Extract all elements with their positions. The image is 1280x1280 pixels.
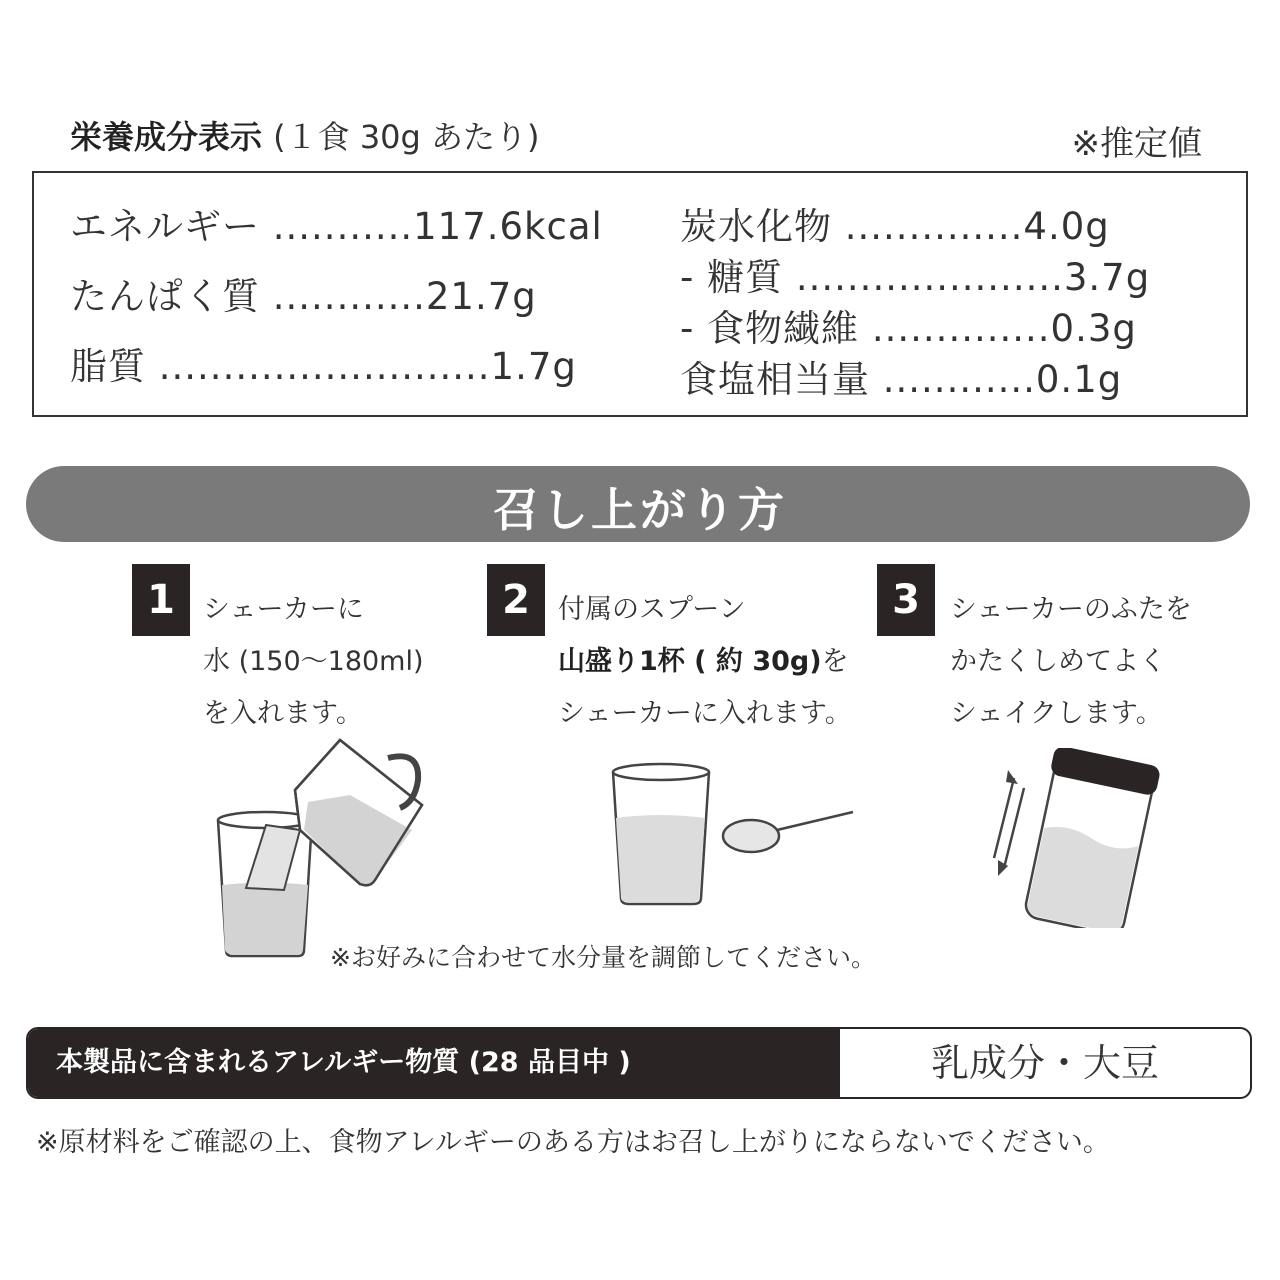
nutrition-row-fiber: - 食物繊維 ..............0.3g: [680, 307, 1137, 350]
allergy-label: 本製品に含まれるアレルギー物質 (28 品目中 ): [28, 1029, 840, 1097]
step-2-line-2: [558, 636, 852, 688]
step-2-particle: を: [821, 646, 849, 677]
step-3-line-3: シェイクします。: [950, 698, 1163, 729]
nutrition-row-salt: 食塩相当量 ............0.1g: [680, 358, 1123, 401]
step-1-number: 1: [132, 564, 190, 636]
nutrition-row-protein: たんぱく質 ............21.7g: [70, 275, 537, 318]
step-1-line-3: を入れます。: [203, 698, 363, 729]
glass-and-spoon-illustration: [605, 760, 855, 910]
nutrition-title-main: 栄養成分表示: [70, 118, 263, 156]
step-1-line-2: 水 (150〜180ml): [203, 646, 424, 677]
allergy-note: ※原材料をご確認の上、食物アレルギーのある方はお召し上がりにならないでください。: [36, 1127, 1110, 1158]
nutrition-row-sugar: - 糖質 .....................3.7g: [680, 256, 1151, 299]
nutrition-row-energy: エネルギー ...........117.6kcal: [70, 205, 603, 248]
step-2-line-1: 付属のスプーン: [558, 594, 746, 625]
pouring-water-illustration: [200, 730, 440, 960]
nutrition-row-carbohydrate: 炭水化物 ..............4.0g: [680, 205, 1110, 248]
step-3-text: [950, 584, 1192, 740]
step-3-number: 3: [877, 564, 935, 636]
shaking-bottle-illustration: [980, 748, 1160, 928]
nutrition-title-sub: (１食 30g あたり): [273, 118, 540, 156]
nutrition-title: [70, 112, 540, 158]
step-3-line-2: かたくしめてよく: [950, 646, 1166, 677]
allergy-value: 乳成分・大豆: [930, 1041, 1159, 1085]
nutrition-row-fat: 脂質 ..........................1.7g: [70, 345, 577, 388]
howto-title: 召し上がり方: [493, 483, 787, 537]
step-2-amount: 山盛り1杯 ( 約 30g): [558, 646, 822, 677]
step-3-line-1: シェーカーのふたを: [950, 594, 1192, 625]
step-2-number: 2: [487, 564, 545, 636]
allergy-box: [26, 1027, 1252, 1099]
estimate-note: ※推定値: [1071, 124, 1202, 164]
step-2-text: [558, 584, 852, 740]
step-1-line-1: シェーカーに: [203, 594, 364, 625]
step-2-line-3: シェーカーに入れます。: [558, 698, 852, 729]
water-adjust-note: ※お好みに合わせて水分量を調節してください。: [330, 943, 876, 972]
step-1-text: [203, 584, 424, 740]
